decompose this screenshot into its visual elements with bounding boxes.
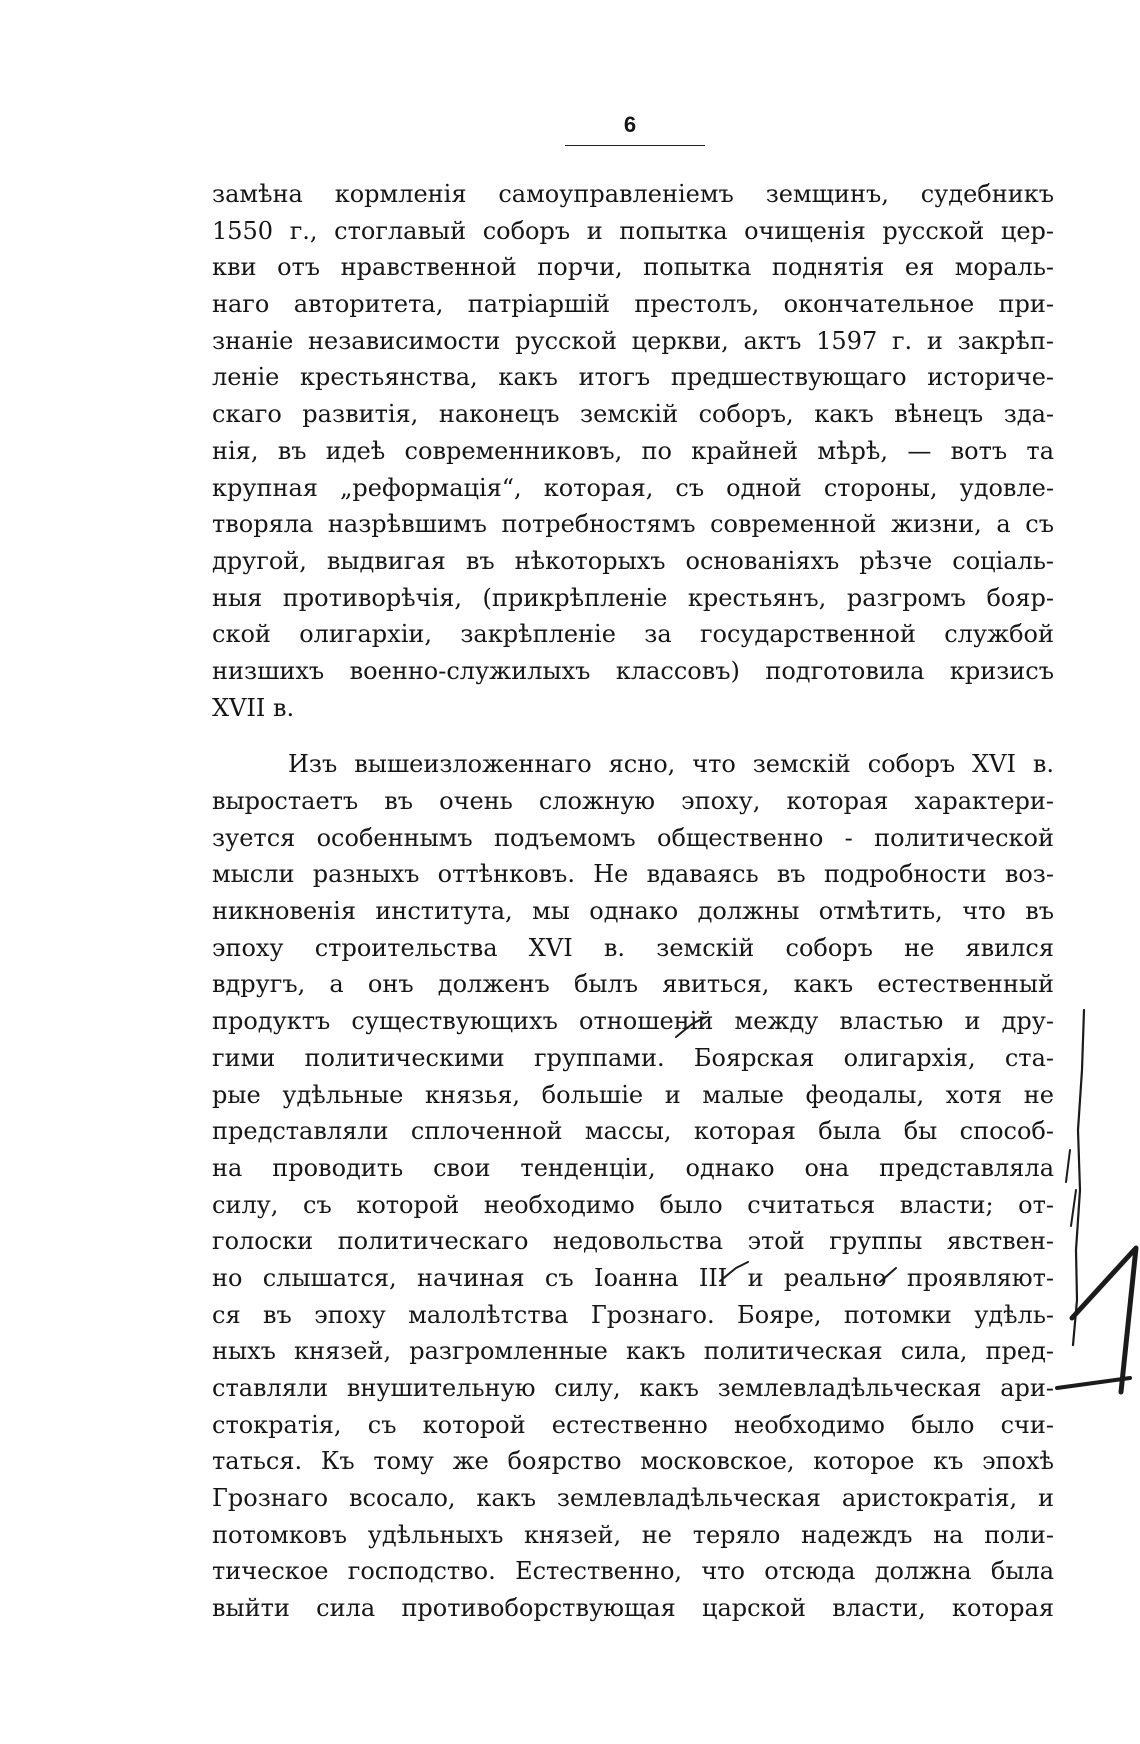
text-line: ся въ эпоху малолѣтства Грознаго. Бояре, потомки удѣль- <box>212 1300 1054 1329</box>
text-line: кви отъ нравственной порчи, попытка поднятія ея мораль- <box>212 253 1054 282</box>
text-line: творяла назрѣвшимъ потребностямъ современной жизни, а съ <box>212 510 1054 539</box>
text-line: другой, выдвигая въ нѣкоторыхъ основаніяхъ рѣзче соціаль- <box>212 546 1054 575</box>
text-line: 1550 г., стоглавый соборъ и попытка очищенія русской цер- <box>212 216 1054 245</box>
text-line: наго авторитета, патріаршій престолъ, окончательное при- <box>212 290 1054 319</box>
page-body <box>212 176 1054 1627</box>
text-line: голоски политическаго недовольства этой группы явствен- <box>212 1227 1054 1256</box>
text-line: рые удѣльные князья, большіе и малые феодалы, хотя не <box>212 1080 1054 1109</box>
paragraph-first-line: Изъ вышеизложеннаго ясно, что земскій соборъ XVI в. <box>288 750 1054 779</box>
text-line: ныхъ князей, разгромленные какъ политическая сила, пред- <box>212 1337 1054 1366</box>
text-line: силу, съ которой необходимо было считаться власти; от- <box>212 1190 1054 1219</box>
text-line: но слышатся, начиная съ Іоанна III и реально проявляют- <box>212 1263 1054 1292</box>
margin-tick-mark <box>1071 1190 1076 1226</box>
text-line: на проводить свои тенденціи, однако она представляла <box>212 1153 1054 1182</box>
text-line: ставляли внушительную силу, какъ землевладѣльческая ари- <box>212 1374 1054 1402</box>
text-line: замѣна кормленія самоуправленіемъ земщинъ, судебникъ <box>212 180 1054 208</box>
text-line: скаго развитія, наконецъ земскій соборъ, какъ вѣнецъ зда- <box>212 400 1054 429</box>
text-line: леніе крестьянства, какъ итогъ предшествующаго историче- <box>212 363 1054 392</box>
text-line: вдругъ, а онъ долженъ былъ явиться, какъ естественный <box>212 970 1054 999</box>
text-line: стократія, съ которой естественно необходимо было счи- <box>212 1410 1054 1439</box>
text-line: ныя противорѣчія, (прикрѣпленіе крестьянъ, разгромъ бояр- <box>212 583 1054 612</box>
text-line: выростаетъ въ очень сложную эпоху, которая характери- <box>212 787 1054 815</box>
text-line: низшихъ военно-служилыхъ классовъ) подготовила кризисъ <box>212 656 1054 685</box>
text-line: знаніе независимости русской церкви, актъ 1597 г. и закрѣп- <box>212 326 1054 355</box>
text-line: Грознаго всосало, какъ землевладѣльческая аристократія, и <box>212 1484 1054 1513</box>
text-line: никновенія института, мы однако должны отмѣтить, что въ <box>212 897 1054 926</box>
text-line: продуктъ существующихъ отношеній между властью и дру- <box>212 1007 1054 1036</box>
text-line: мысли разныхъ оттѣнковъ. Не вдаваясь въ подробности воз- <box>212 860 1054 889</box>
text-line: представляли сплоченной массы, которая была бы способ- <box>212 1117 1054 1146</box>
page-number: 6 <box>623 112 637 137</box>
margin-bar-mark <box>1073 1010 1084 1345</box>
text-line: потомковъ удѣльныхъ князей, не теряло надеждъ на поли- <box>212 1520 1054 1549</box>
text-line: ской олигархіи, закрѣпленіе за государственной службой <box>212 620 1054 649</box>
text-line: тическое господство. Естественно, что отсюда должна была <box>212 1557 1054 1586</box>
header-rule <box>565 145 705 146</box>
text-line: нія, въ идеѣ современниковъ, по крайней мѣрѣ, — вотъ та <box>212 436 1054 465</box>
text-line: XVII в. <box>212 693 295 722</box>
text-line: зуется особеннымъ подъемомъ общественно - политической <box>212 823 1054 852</box>
text-line: таться. Къ тому же боярство московское, которое къ эпохѣ <box>212 1447 1054 1476</box>
text-line: выйти сила противоборствующая царской власти, которая <box>212 1594 1054 1623</box>
margin-numeral-mark <box>1072 1248 1136 1392</box>
margin-dash-mark <box>1057 1378 1130 1388</box>
text-line: крупная „реформація“, которая, съ одной стороны, удовле- <box>212 473 1054 502</box>
text-line: эпоху строительства XVI в. земскій соборъ не явился <box>212 933 1054 962</box>
margin-tick-mark <box>1066 1150 1070 1182</box>
text-line: гими политическими группами. Боярская олигархія, ста- <box>212 1043 1054 1072</box>
